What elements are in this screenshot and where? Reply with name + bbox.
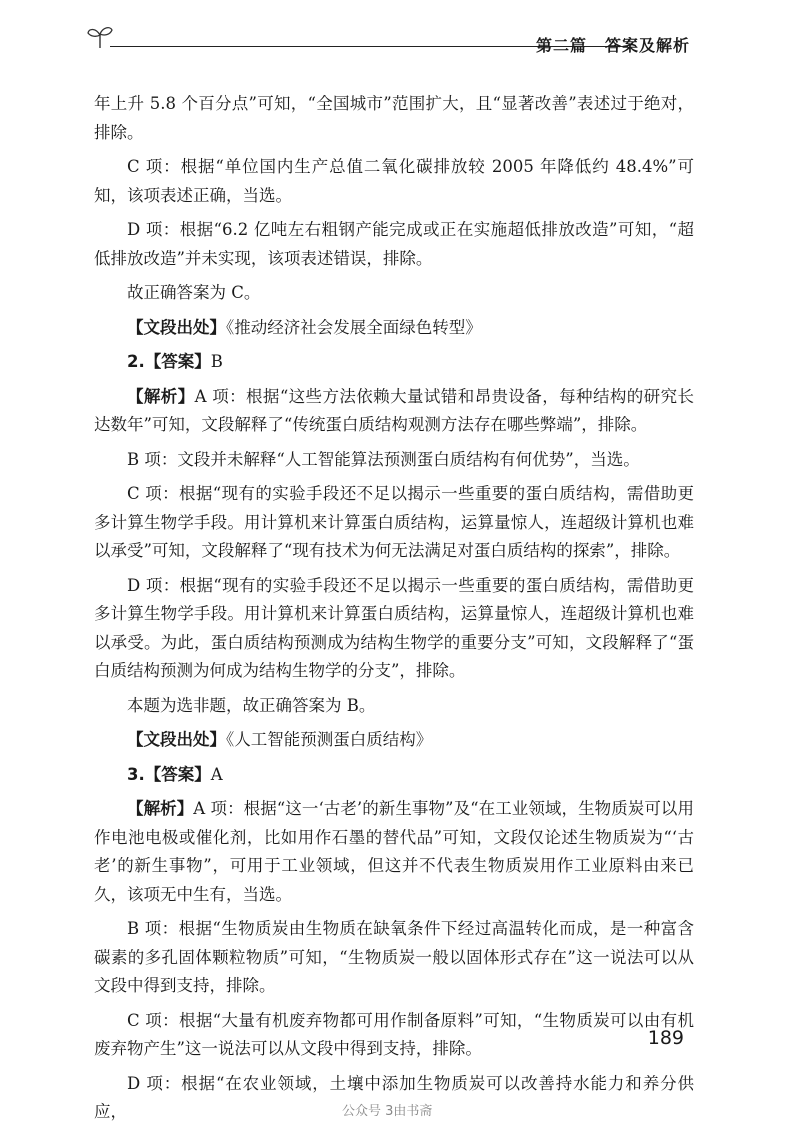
answer-line: 2.【答案】B <box>127 352 223 371</box>
paragraph: 故正确答案为 C。 <box>127 283 261 302</box>
running-header <box>86 24 690 54</box>
page-body <box>94 90 694 1133</box>
paragraph: D 项：根据“6.2 亿吨左右粗钢产能完成或正在实施超低排放改造”可知，“超低排放改造”并未实现，该项表述错误，排除。 <box>94 220 694 268</box>
paragraph: D 项：根据“在农业领域，土壤中添加生物质炭可以改善持水能力和养分供应， <box>94 1073 694 1121</box>
paragraph: B 项：根据“生物质炭由生物质在缺氧条件下经过高温转化而成，是一种富含碳素的多孔固体颗粒物质”可知，“生物质炭一般以固体形式存在”这一说法可以从文段中得到支持，排除。 <box>94 919 694 995</box>
watermark: 公众号 3由书斋 <box>342 1104 433 1119</box>
paragraph: 年上升 5.8 个百分点”可知，“全国城市”范围扩大，且“显著改善”表述过于绝对，排除。 <box>94 94 694 142</box>
source-line: 【文段出处】《推动经济社会发展全面绿色转型》 <box>127 317 482 337</box>
page-number: 189 <box>647 1027 684 1049</box>
header-title <box>536 33 690 56</box>
paragraph: C 项：根据“单位国内生产总值二氧化碳排放较 2005 年降低约 48.4%”可知，该项表述正确，当选。 <box>94 157 694 205</box>
source-line: 【文段出处】《人工智能预测蛋白质结构》 <box>127 730 433 749</box>
analysis-paragraph: 【解析】A 项：根据“这一‘古老’的新生事物”及“在工业领域，生物质炭可以用作电池电极或催化剂，比如用作石墨的替代品”可知，文段仅论述生物质炭为“‘古老’的新生事物”，可用于工业领域，但这并不代表生物质炭用作工业原料由来已久，该项无中生有，当选。 <box>94 799 694 904</box>
paragraph: C 项：根据“现有的实验手段还不足以揭示一些重要的蛋白质结构，需借助更多计算生物学手段。用计算机来计算蛋白质结构，运算量惊人，连超级计算机也难以承受”可知，文段解释了“现有技术为何无法满足对蛋白质结构的探索”，排除。 <box>94 484 694 560</box>
paragraph: C 项：根据“大量有机废弃物都可用作制备原料”可知，“生物质炭可以由有机废弃物产生”这一说法可以从文段中得到支持，排除。 <box>94 1010 694 1058</box>
paragraph: 本题为选非题，故正确答案为 B。 <box>127 695 376 715</box>
analysis-paragraph: 【解析】A 项：根据“这些方法依赖大量试错和昂贵设备，每种结构的研究长达数年”可知，文段解释了“传统蛋白质结构观测方法存在哪些弊端”，排除。 <box>94 386 694 434</box>
answer-line: 3.【答案】A <box>127 764 223 784</box>
paragraph: D 项：根据“现有的实验手段还不足以揭示一些重要的蛋白质结构，需借助更多计算生物学手段。用计算机来计算蛋白质结构，运算量惊人，连超级计算机也难以承受。为此，蛋白质结构预测成为结构生物学的重要分支”可知，文段解释了“蛋白质结构预测为何成为结构生物学的分支”，排除。 <box>94 575 694 680</box>
paragraph: B 项：文段并未解释“人工智能算法预测蛋白质结构有何优势”，当选。 <box>127 449 640 469</box>
header-section: 答案及解析 <box>604 36 690 55</box>
header-part: 第二篇 <box>535 36 587 55</box>
